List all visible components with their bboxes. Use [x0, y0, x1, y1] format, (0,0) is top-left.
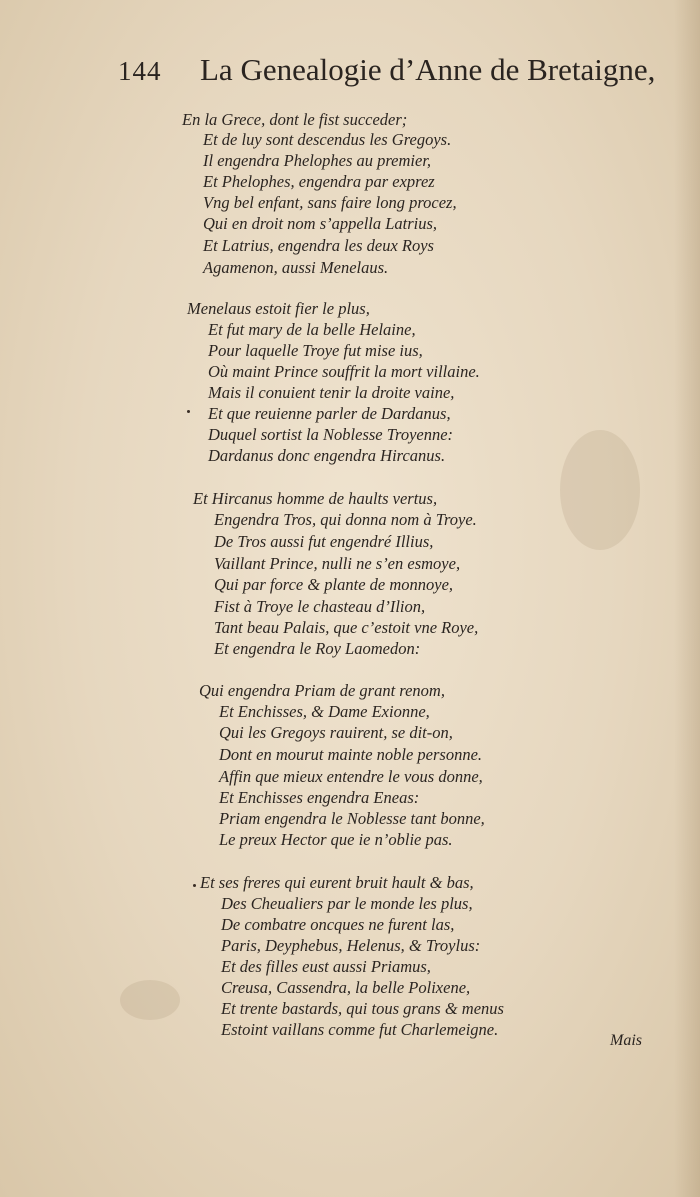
verse-line: Et fut mary de la belle Helaine, [208, 320, 416, 339]
verse-line: Et trente bastards, qui tous grans & menus [221, 999, 504, 1018]
verse-line: En la Grece, dont le fist succeder; [182, 110, 408, 129]
verse-line: Et Enchisses engendra Eneas: [219, 788, 420, 807]
verse-line: Dardanus donc engendra Hircanus. [208, 446, 446, 465]
verse-line: Et de luy sont descendus les Gregoys. [203, 130, 452, 149]
verse-line: Le preux Hector que ie n’oblie pas. [219, 830, 453, 849]
verse-line: Creusa, Cassendra, la belle Polixene, [221, 978, 471, 997]
verse-line: Tant beau Palais, que c’estoit vne Roye, [214, 618, 479, 637]
verse-line: Et Phelophes, engendra par exprez [203, 172, 435, 191]
verse-line: Menelaus estoit fier le plus, [187, 299, 370, 318]
verse-line: Et des filles eust aussi Priamus, [221, 957, 431, 976]
verse-line: Priam engendra le Noblesse tant bonne, [219, 809, 485, 828]
verse-line: De combatre oncques ne furent las, [221, 915, 455, 934]
paper-stain [560, 430, 640, 550]
verse-line: Vaillant Prince, nulli ne s’en esmoye, [214, 554, 461, 573]
verse-line: Où maint Prince souffrit la mort villaine. [208, 362, 480, 381]
verse-line: Mais il conuient tenir la droite vaine, [208, 383, 455, 402]
verse-line: Et que reuienne parler de Dardanus, [208, 404, 451, 423]
page-number: 144 [118, 56, 162, 86]
paper-stain [120, 980, 180, 1020]
running-title: La Genealogie d’Anne de Bretaigne, [200, 52, 656, 87]
catchword: Mais [610, 1032, 642, 1049]
verse-line: Il engendra Phelophes au premier, [203, 151, 432, 170]
verse-line: Et Enchisses, & Dame Exionne, [219, 702, 430, 721]
verse-line: Affin que mieux entendre le vous donne, [219, 767, 483, 786]
ink-speck [193, 884, 196, 887]
ink-speck [187, 410, 190, 413]
verse-line: Qui les Gregoys rauirent, se dit-on, [219, 723, 453, 742]
verse-line: Agamenon, aussi Menelaus. [203, 258, 389, 277]
verse-line: Estoint vaillans comme fut Charlemeigne. [221, 1020, 499, 1039]
verse-line: Engendra Tros, qui donna nom à Troye. [214, 510, 477, 529]
verse-line: Qui engendra Priam de grant renom, [199, 681, 445, 700]
verse-line: Pour laquelle Troye fut mise ius, [208, 341, 423, 360]
verse-line: Et ses freres qui eurent bruit hault & bas, [200, 873, 474, 892]
page-header [118, 50, 658, 98]
verse-line: De Tros aussi fut engendré Illius, [214, 532, 434, 551]
verse-line: Des Cheualiers par le monde les plus, [221, 894, 473, 913]
verse-line: Dont en mourut mainte noble personne. [219, 745, 483, 764]
verse-line: Et engendra le Roy Laomedon: [214, 639, 421, 658]
verse-line: Et Hircanus homme de haults vertus, [193, 489, 438, 508]
verse-line: Duquel sortist la Noblesse Troyenne: [208, 425, 454, 444]
page-edge-shadow [674, 0, 700, 1197]
verse-line: Paris, Deyphebus, Helenus, & Troylus: [221, 936, 481, 955]
verse-line: Qui en droit nom s’appella Latrius, [203, 214, 438, 233]
verse-line: Vng bel enfant, sans faire long procez, [203, 193, 457, 212]
verse-line: Et Latrius, engendra les deux Roys [203, 236, 434, 255]
verse-line: Qui par force & plante de monnoye, [214, 575, 454, 594]
verse-line: Fist à Troye le chasteau d’Ilion, [214, 597, 426, 616]
